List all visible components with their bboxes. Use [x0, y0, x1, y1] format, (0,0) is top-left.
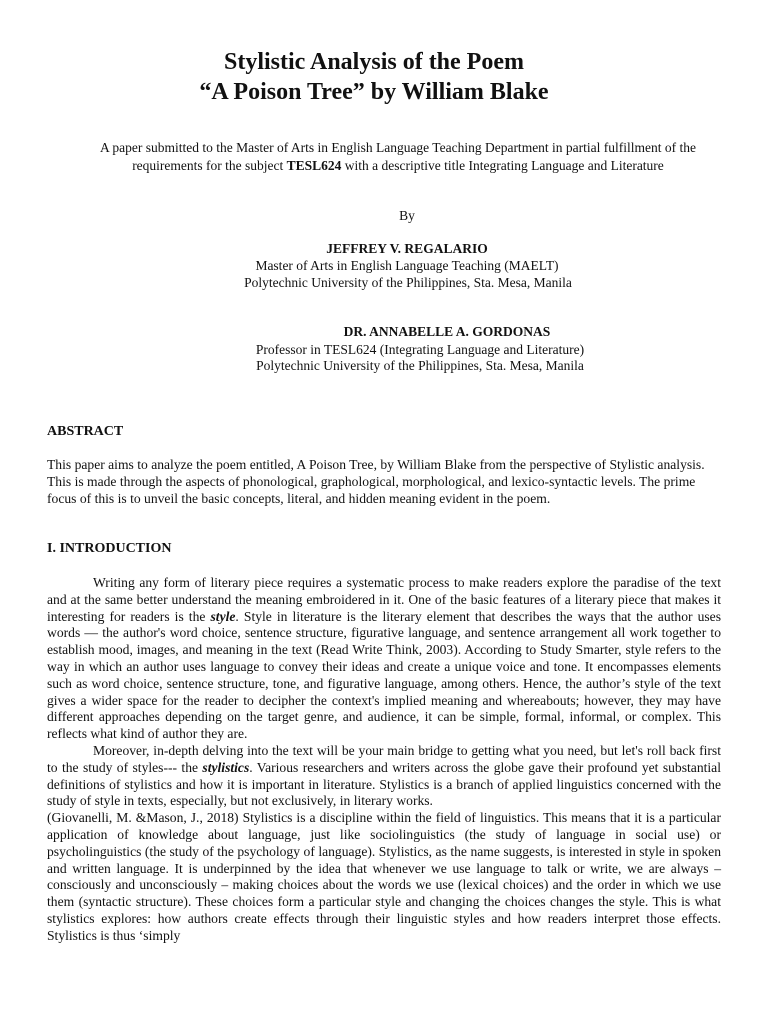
- author2-role: Professor in TESL624 (Integrating Language and Literature): [255, 342, 585, 357]
- paper-title-line-2: “A Poison Tree” by William Blake: [199, 79, 549, 105]
- p2-text-after: . Various researchers and writers across the globe gave their profound yet substantial definitions of stylistics and how it is important in literature. Stylistics is a branch of applied linguistics concerned with the study of style in texts, especially, but not exclusively, in literary works.: [47, 759, 721, 809]
- author2-university: Polytechnic University of the Philippines, Sta. Mesa, Manila: [256, 358, 584, 373]
- author1-name: JEFFREY V. REGALARIO: [326, 241, 488, 256]
- introduction-heading: I. INTRODUCTION: [47, 541, 172, 556]
- author1-degree: Master of Arts in English Language Teaching (MAELT): [255, 258, 559, 273]
- subject-code: TESL624: [286, 157, 342, 173]
- submission-text-after: with a descriptive title Integrating Language and Literature: [341, 157, 664, 173]
- author2-name: DR. ANNABELLE A. GORDONAS: [343, 324, 551, 339]
- p1-text-before: Writing any form of literary piece requires a systematic process to make readers explore the paradise of the text and at the same better understand the meaning embroidered in it. One of the basic features of a literary piece that makes it interesting for readers is the: [47, 575, 721, 624]
- paper-title-line-1: Stylistic Analysis of the Poem: [224, 49, 524, 75]
- p2-text-before: Moreover, in-depth delving into the text will be your main bridge to getting what you need, but let's roll back first to the study of styles--- the: [47, 742, 721, 775]
- abstract-heading: ABSTRACT: [47, 424, 124, 439]
- p2-emphasis: stylistics: [202, 759, 250, 775]
- abstract-text: This paper aims to analyze the poem entitled, A Poison Tree, by William Blake from the perspective of Stylistic analysis. This is made through the aspects of phonological, graphological, morphological, and lexico-syntactic levels. The prime focus of this is to unveil the basic concepts, literal, and hidden meaning evident in the poem.: [47, 457, 705, 506]
- introduction-paragraph-3: (Giovanelli, M. &Mason, J., 2018) Stylistics is a discipline within the field of linguistics. This means that it is a particular application of knowledge about language, just like sociolinguistics (the study of language in social use) or psycholinguistics (the study of the psychology of language). Stylistics, as the name suggests, is interested in style in spoken and written language. It is underpinned by the idea that whenever we use language to talk or write, we are always – consciously and unconsciously – making choices about the words we use (lexical choices) and the order in which we use them (syntactic structure). These choices form a particular style and changing the choices changes the style. This is what stylistics explores: how authors create effects through their linguistic styles and how readers interpret those effects. Stylistics is thus ‘simply: [47, 810, 721, 943]
- p1-emphasis: style: [210, 608, 236, 624]
- introduction-body: [47, 575, 721, 945]
- p1-text-after: . Style in literature is the literary element that describes the ways that the author uses words — the author's word choice, sentence structure, figurative language, and sentence arrangement all work together to establish mood, images, and meaning in the text (Read Write Think, 2003). According to Study Smarter, style refers to the way in which an author uses language to convey their ideas and create a unique voice and tone. It encompasses elements such as word choice, sentence structure, tone, and figurative language, among others. Hence, the author’s style of the text gives a wider space for the reader to decipher the context's implied meaning and whereabouts; however, they may have different approaches depending on the target genre, and audience, it can be simple, formal, informal, or complex. This reflects what kind of author they are.: [47, 608, 721, 742]
- by-label: By: [399, 208, 415, 223]
- submission-text-before: A paper submitted to the Master of Arts in English Language Teaching Department in partial fulfillment of the requirements for the subject: [99, 140, 697, 173]
- introduction-paragraph-2: [47, 743, 721, 810]
- author1-university: Polytechnic University of the Philippines, Sta. Mesa, Manila: [244, 275, 572, 290]
- introduction-paragraph-1: [47, 575, 721, 743]
